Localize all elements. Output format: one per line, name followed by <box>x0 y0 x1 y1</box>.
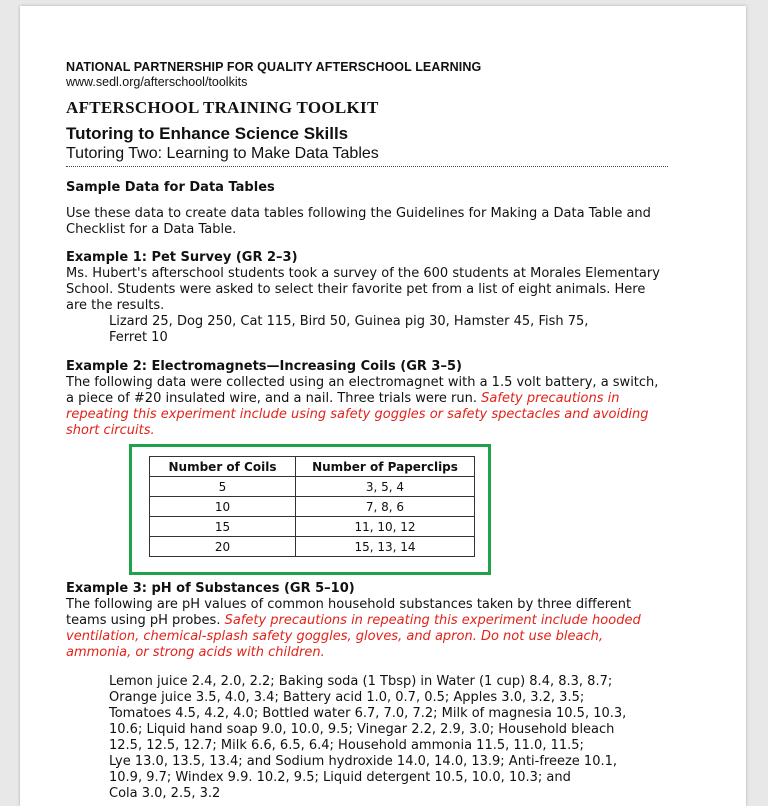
table-cell: 20 <box>150 537 296 557</box>
ph-data-line: 12.5, 12.5, 12.7; Milk 6.6, 6.5, 6.4; Household ammonia 11.5, 11.0, 11.5; <box>109 738 584 753</box>
text-line: The following are pH values of common household substances taken by three different <box>66 597 632 612</box>
table-cell: 15 <box>150 517 296 537</box>
text-span: a piece of #20 insulated wire, and a nail. Three trials were run. <box>66 391 482 406</box>
text-line <box>66 613 676 629</box>
highlight-box <box>129 444 491 575</box>
table-row <box>150 497 475 517</box>
ph-data-line: 10.9, 9.7; Windex 9.9. 10.2, 9.5; Liquid detergent 10.5, 10.0, 10.3; and <box>109 770 571 785</box>
text-line <box>66 391 676 407</box>
text-line: School. Students were asked to select their favorite pet from a list of eight animals. Here <box>66 282 646 297</box>
text-span: teams using pH probes. <box>66 613 225 628</box>
example-2 <box>66 359 676 438</box>
table-cell: 15, 13, 14 <box>296 537 475 557</box>
ph-data-line: Orange juice 3.5, 4.0, 3.4; Battery acid 1.0, 0.7, 0.5; Apples 3.0, 3.2, 3.5; <box>109 690 585 705</box>
ph-data-line: 10.6; Liquid hand soap 9.0, 10.0, 9.5; Vinegar 2.2, 2.9, 3.0; Household bleach <box>109 722 615 737</box>
table-cell: 3, 5, 4 <box>296 477 475 497</box>
table-row <box>150 537 475 557</box>
table-cell: 10 <box>150 497 296 517</box>
safety-text: short circuits. <box>66 423 155 438</box>
example-2-heading: Example 2: Electromagnets—Increasing Coils (GR 3–5) <box>66 359 462 374</box>
safety-text: Safety precautions in <box>481 391 620 406</box>
org-url[interactable]: www.sedl.org/afterschool/toolkits <box>66 75 248 89</box>
safety-text: Safety precautions in repeating this experiment include hooded <box>224 613 641 628</box>
ph-data-line: Tomatoes 4.5, 4.2, 4.0; Bottled water 6.7, 7.0, 7.2; Milk of magnesia 10.5, 10.3, <box>109 706 627 721</box>
toolkit-title: AFTERSCHOOL TRAINING TOOLKIT <box>66 98 379 117</box>
table-cell: 5 <box>150 477 296 497</box>
intro-line: Checklist for a Data Table. <box>66 222 237 237</box>
column-header-coils: Number of Coils <box>150 457 296 477</box>
example-3 <box>66 581 676 802</box>
table-row <box>150 517 475 537</box>
safety-text: ventilation, chemical-splash safety goggles, gloves, and apron. Do not use bleach, <box>66 629 603 644</box>
column-header-paperclips: Number of Paperclips <box>296 457 475 477</box>
safety-text: ammonia, or strong acids with children. <box>66 645 325 660</box>
example-1-heading: Example 1: Pet Survey (GR 2–3) <box>66 250 298 265</box>
table-header-row <box>150 457 475 477</box>
section-intro <box>66 206 676 238</box>
page-title: Tutoring to Enhance Science Skills <box>66 124 349 143</box>
dotted-divider <box>66 166 668 167</box>
section-heading: Sample Data for Data Tables <box>66 180 275 195</box>
text-line: are the results. <box>66 298 165 313</box>
example-3-heading: Example 3: pH of Substances (GR 5–10) <box>66 581 355 596</box>
example-1 <box>66 250 676 346</box>
org-name: NATIONAL PARTNERSHIP FOR QUALITY AFTERSCHOOL LEARNING <box>66 60 482 74</box>
coils-data-table <box>149 456 475 557</box>
pet-data-line: Lizard 25, Dog 250, Cat 115, Bird 50, Guinea pig 30, Hamster 45, Fish 75, <box>109 314 589 329</box>
text-line: The following data were collected using an electromagnet with a 1.5 volt battery, a switch, <box>66 375 659 390</box>
text-line: Ms. Hubert's afterschool students took a survey of the 600 students at Morales Elementary <box>66 266 660 281</box>
ph-data <box>66 674 676 802</box>
page-subtitle: Tutoring Two: Learning to Make Data Tables <box>66 145 379 162</box>
ph-data-line: Lye 13.0, 13.5, 13.4; and Sodium hydroxide 14.0, 14.0, 13.9; Anti-freeze 10.1, <box>109 754 618 769</box>
document-content <box>66 60 676 438</box>
ph-data-line: Lemon juice 2.4, 2.0, 2.2; Baking soda (1 Tbsp) in Water (1 cup) 8.4, 8.3, 8.7; <box>109 674 613 689</box>
table-cell: 7, 8, 6 <box>296 497 475 517</box>
example-2-text <box>66 375 676 438</box>
pet-data-line: Ferret 10 <box>109 330 168 345</box>
intro-line: Use these data to create data tables following the Guidelines for Making a Data Table and <box>66 206 651 221</box>
table-cell: 11, 10, 12 <box>296 517 475 537</box>
table-row <box>150 477 475 497</box>
safety-text: repeating this experiment include using safety goggles or safety spectacles and avoiding <box>66 407 649 422</box>
ph-data-line: Cola 3.0, 2.5, 3.2 <box>109 786 221 801</box>
